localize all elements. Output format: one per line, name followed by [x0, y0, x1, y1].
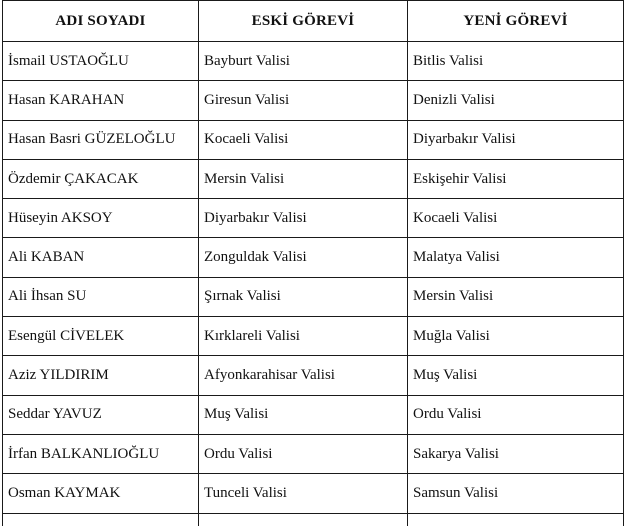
cell-name: Aziz YILDIRIM [3, 356, 199, 395]
table-row [3, 434, 624, 473]
cell-new-position: Diyarbakır Valisi [408, 120, 624, 159]
governor-appointments-table [2, 0, 624, 526]
table-row [3, 42, 624, 81]
cell-new-position: Sakarya Valisi [408, 434, 624, 473]
cell-new-position: Bitlis Valisi [408, 42, 624, 81]
table-row [3, 356, 624, 395]
cell-old-position: Diyarbakır Valisi [199, 199, 408, 238]
cell-name: Seddar YAVUZ [3, 395, 199, 434]
table-header [3, 1, 624, 42]
cell-name: Ali İhsan SU [3, 277, 199, 316]
table-row [3, 159, 624, 198]
cell-old-position: Ordu Valisi [199, 434, 408, 473]
cell-old-position: Şırnak Valisi [199, 277, 408, 316]
cell-old-position: Giresun Valisi [199, 81, 408, 120]
table-row [3, 395, 624, 434]
table-body [3, 42, 624, 526]
cell-new-position: Mersin Valisi [408, 277, 624, 316]
cell-old-position: Muş Valisi [199, 395, 408, 434]
table-row [3, 474, 624, 513]
cell-new-position: Kocaeli Valisi [408, 199, 624, 238]
cell-new-position: Ordu Valisi [408, 395, 624, 434]
cell-new-position: Muğla Valisi [408, 317, 624, 356]
cell-name: Hasan KARAHAN [3, 81, 199, 120]
cell-old-position: Zonguldak Valisi [199, 238, 408, 277]
cell-new-position: Samsun Valisi [408, 474, 624, 513]
table-row [3, 277, 624, 316]
cell-old-position: Kırklareli Valisi [199, 317, 408, 356]
cell-new-position: Malatya Valisi [408, 238, 624, 277]
header-old-position: ESKİ GÖREVİ [199, 1, 408, 42]
cell-old-position: Mersin Valisi [199, 159, 408, 198]
cell-name: Ali KABAN [3, 238, 199, 277]
cell-name: Osman KAYMAK [3, 474, 199, 513]
table-row [3, 120, 624, 159]
header-name: ADI SOYADI [3, 1, 199, 42]
cell-old-position: Afyonkarahisar Valisi [199, 356, 408, 395]
header-new-position: YENİ GÖREVİ [408, 1, 624, 42]
table-row [3, 238, 624, 277]
table-row [3, 317, 624, 356]
cell-new-position: Eskişehir Valisi [408, 159, 624, 198]
header-row [3, 1, 624, 42]
cell-name: Esengül CİVELEK [3, 317, 199, 356]
cell-name: Özdemir ÇAKACAK [3, 159, 199, 198]
cell-old-position: Tunceli Valisi [199, 474, 408, 513]
cell-name: İsmail USTAOĞLU [3, 42, 199, 81]
table-row [3, 81, 624, 120]
cell-new-position: Denizli Valisi [408, 81, 624, 120]
cell-name: İrfan BALKANLIOĞLU [3, 434, 199, 473]
cell-name: Hasan Basri GÜZELOĞLU [3, 120, 199, 159]
table-row [3, 199, 624, 238]
cell-new-position: Muş Valisi [408, 356, 624, 395]
cell-old-position: Kocaeli Valisi [199, 120, 408, 159]
cell-name: Hüseyin AKSOY [3, 199, 199, 238]
cell-old-position: Bayburt Valisi [199, 42, 408, 81]
